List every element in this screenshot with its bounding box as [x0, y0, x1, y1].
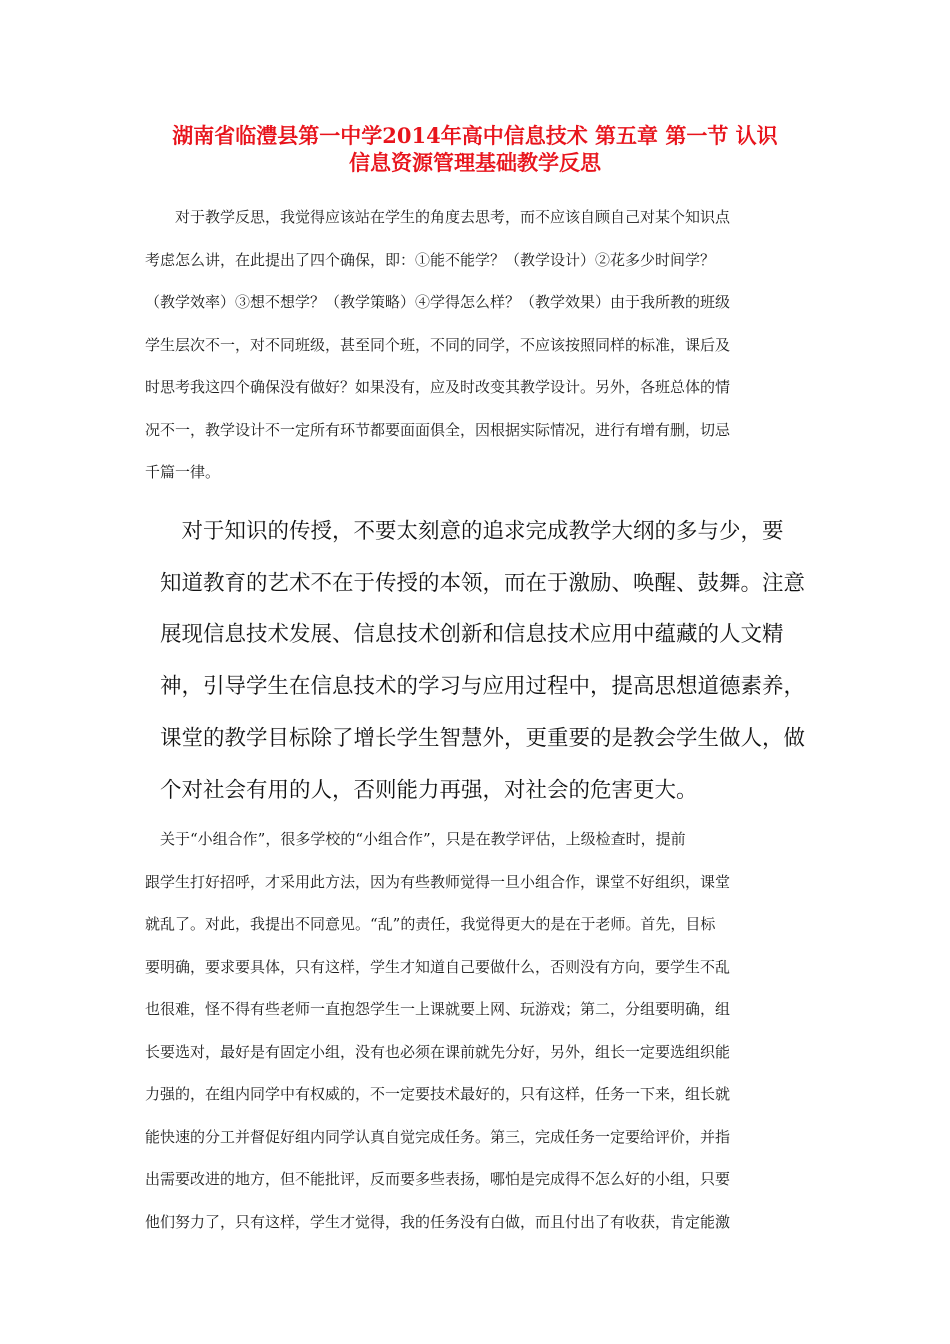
text-line: 时思考我这四个确保没有做好？如果没有，应及时改变其教学设计。另外，各班总体的情 [145, 378, 731, 396]
text-line: 长要选对，最好是有固定小组，没有也必须在课前就先分好，另外，组长一定要选组织能 [145, 1042, 731, 1061]
text-line: 考虑怎么讲，在此提出了四个确保，即：①能不能学？（教学设计）②花多少时间学？ [145, 250, 716, 269]
text-line: 跟学生打好招呼，才采用此方法，因为有些教师觉得一旦小组合作，课堂不好组织，课堂 [145, 872, 731, 891]
paragraph-teaching-reflection [145, 196, 805, 494]
paragraph-group-cooperation [145, 818, 805, 1243]
title-line: 湖南省临澧县第一中学2014年高中信息技术 第五章 第一节 认识 [172, 123, 778, 148]
text-line: 对于教学反思，我觉得应该站在学生的角度去思考，而不应该自顾自己对某个知识点 [145, 208, 731, 226]
paragraph-knowledge-transfer [160, 506, 828, 816]
text-line: 就乱了。对此，我提出不同意见。“乱”的责任，我觉得更大的是在于老师。首先，目标 [145, 915, 716, 933]
title-line: 信息资源管理基础教学反思 [349, 150, 601, 175]
text-line: 展现信息技术发展、信息技术创新和信息技术应用中蕴藏的人文精 [160, 622, 784, 648]
text-line: 对于知识的传授，不要太刻意的追求完成教学大纲的多与少，要 [160, 519, 784, 544]
text-line: 也很难，怪不得有些老师一直抱怨学生一上课就要上网、玩游戏；第二，分组要明确，组 [145, 1000, 731, 1018]
text-line: 课堂的教学目标除了增长学生智慧外，更重要的是教会学生做人，做 [160, 725, 806, 751]
text-line: 关于“小组合作”，很多学校的“小组合作”，只是在教学评估，上级检查时，提前 [145, 830, 686, 848]
text-line: 要明确，要求要具体，只有这样，学生才知道自己要做什么，否则没有方向，要学生不乱 [145, 957, 731, 976]
text-line: 能快速的分工并督促好组内同学认真自觉完成任务。第三，完成任务一定要给评价，并指 [145, 1127, 731, 1146]
text-line: 况不一，教学设计不一定所有环节都要面面俱全，因根据实际情况，进行有增有删，切忌 [145, 420, 731, 439]
text-line: 知道教育的艺术不在于传授的本领，而在于激励、唤醒、鼓舞。注意 [160, 570, 806, 596]
text-line: 学生层次不一，对不同班级，甚至同个班，不同的同学，不应该按照同样的标准，课后及 [145, 335, 731, 354]
text-line: 他们努力了，只有这样，学生才觉得，我的任务没有白做，而且付出了有收获，肯定能激 [145, 1212, 731, 1231]
text-line: 个对社会有用的人，否则能力再强，对社会的危害更大。 [160, 777, 698, 803]
document-title [100, 122, 850, 176]
text-line: 力强的，在组内同学中有权威的，不一定要技术最好的，只有这样，任务一下来，组长就 [145, 1085, 731, 1103]
text-line: 千篇一律。 [145, 463, 221, 481]
text-line: 神，引导学生在信息技术的学习与应用过程中，提高思想道德素养， [160, 674, 806, 700]
text-line: 出需要改进的地方，但不能批评，反而要多些表扬，哪怕是完成得不怎么好的小组，只要 [145, 1170, 731, 1188]
text-line: （教学效率）③想不想学？（教学策略）④学得怎么样？（教学效果）由于我所教的班级 [145, 293, 731, 311]
